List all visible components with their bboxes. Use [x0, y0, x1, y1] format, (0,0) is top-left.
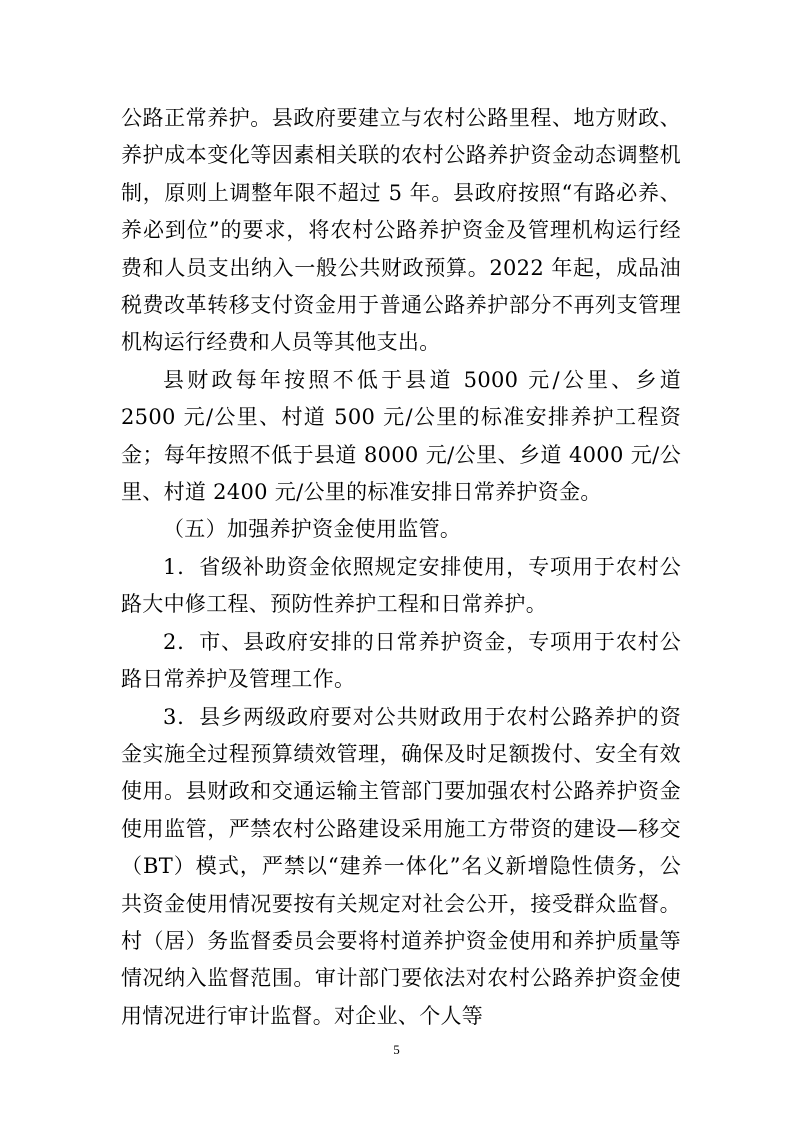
list-item-1: 1．省级补助资金依照规定安排使用，专项用于农村公路大中修工程、预防性养护工程和日常养护。: [121, 554, 681, 617]
paragraph-continued: 公路正常养护。县政府要建立与农村公路里程、地方财政、养护成本变化等因素相关联的农村公路养护资金动态调整机制，原则上调整年限不超过 5 年。县政府按照“有路必养、养必到位”的要求，将农村公路养护资金及管理机构运行经费和人员支出纳入一般公共财政预算。2022 年起，成品油税费改革转移支付资金用于普通公路养护部分不再列支管理机构运行经费和人员等其他支出。: [121, 106, 681, 355]
list-item-3: 3．县乡两级政府要对公共财政用于农村公路养护的资金实施全过程预算绩效管理，确保及时足额拨付、安全有效使用。县财政和交通运输主管部门要加强农村公路养护资金使用监管，严禁农村公路建设采用施工方带资的建设—移交（BT）模式，严禁以“建养一体化”名义新增隐性债务，公共资金使用情况要按有关规定对社会公开，接受群众监督。村（居）务监督委员会要将村道养护资金使用和养护质量等情况纳入监督范围。审计部门要依法对农村公路养护资金使用情况进行审计监督。对企业、个人等: [121, 704, 681, 1028]
page-number: 5: [393, 1042, 400, 1057]
document-body: [121, 100, 681, 1035]
section-heading-5: （五）加强养护资金使用监管。: [163, 517, 462, 542]
list-item-2: 2．市、县政府安排的日常养护资金，专项用于农村公路日常养护及管理工作。: [121, 629, 681, 692]
paragraph-funding-standards: 县财政每年按照不低于县道 5000 元/公里、乡道 2500 元/公里、村道 500 元/公里的标准安排养护工程资金；每年按照不低于县道 8000 元/公里、乡道 4000 元/公里、村道 2400 元/公里的标准安排日常养护资金。: [121, 367, 681, 505]
